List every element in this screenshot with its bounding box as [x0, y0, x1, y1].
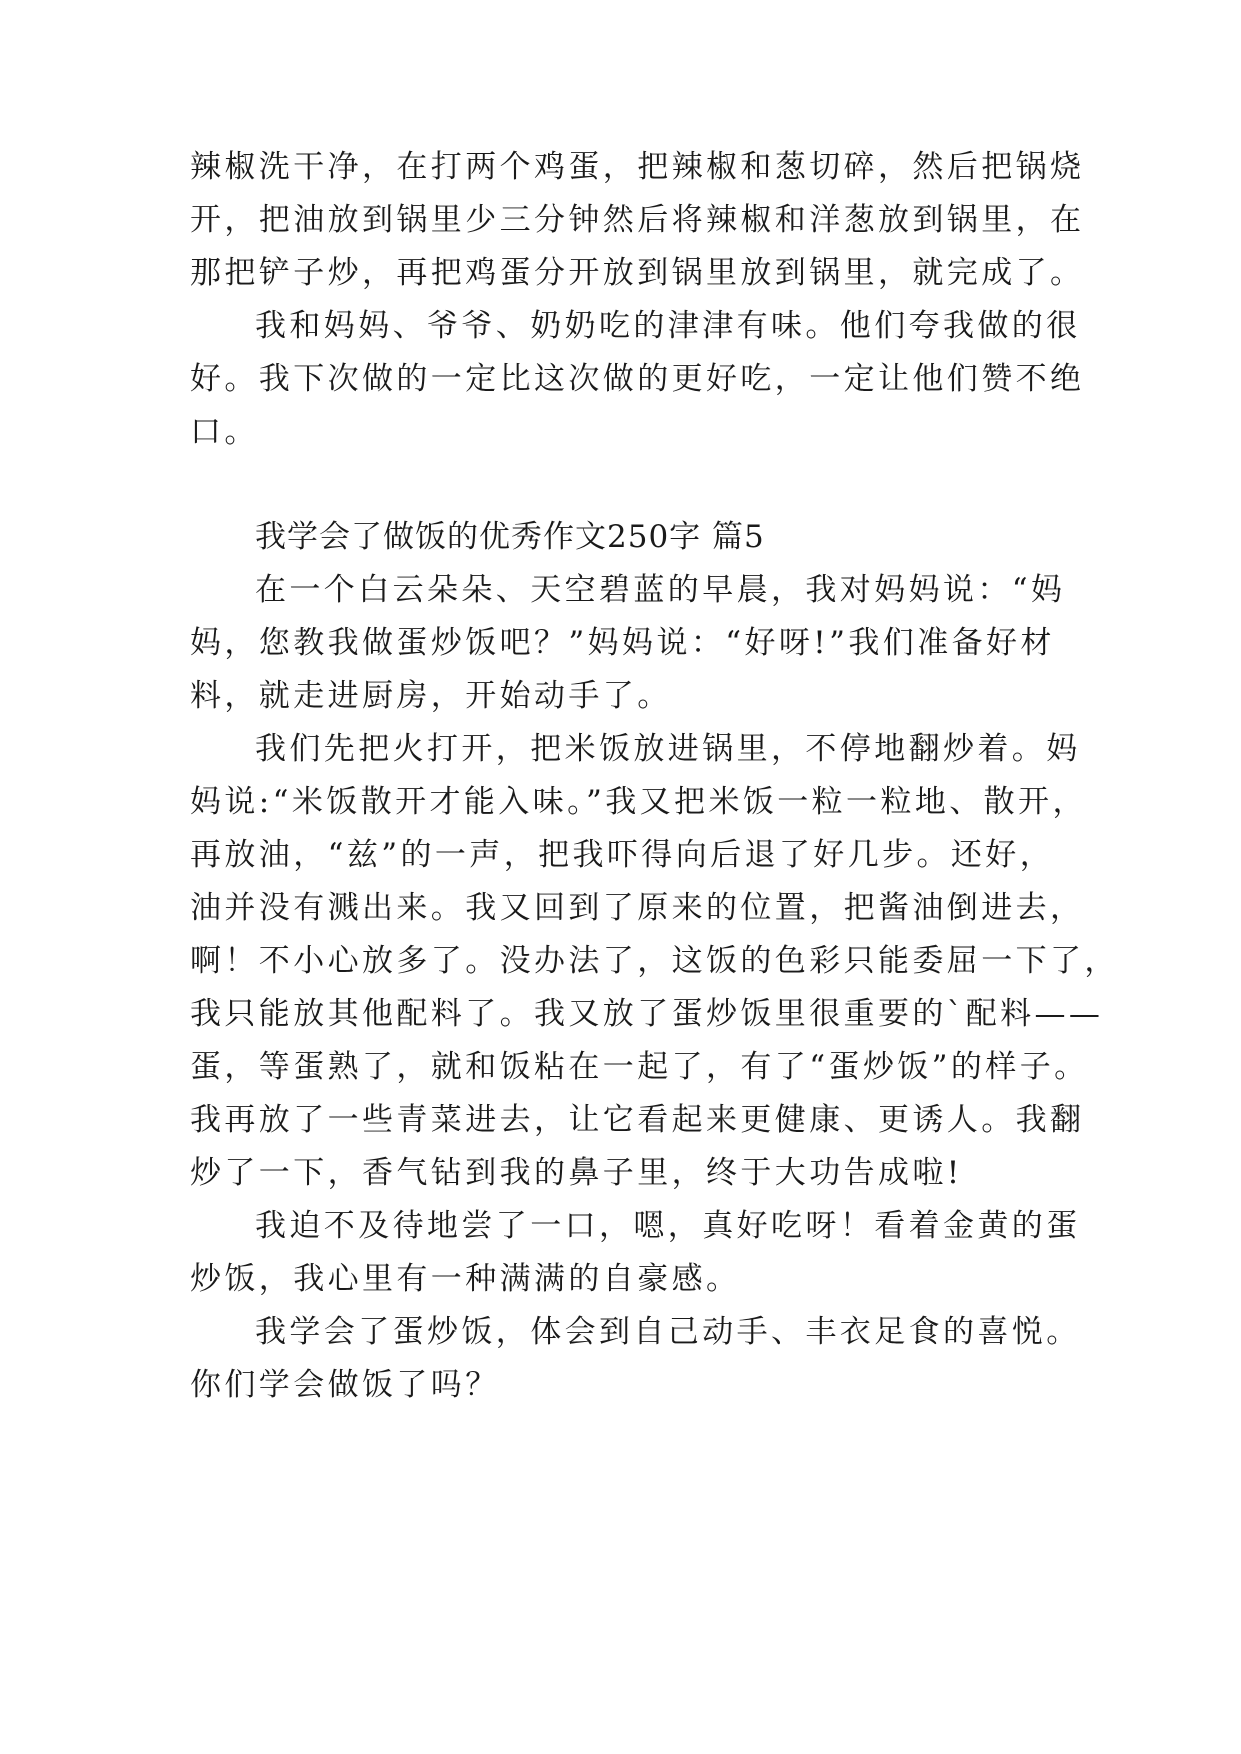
text-line: 好。我下次做的一定比这次做的更好吃，一定让他们赞不绝: [190, 361, 1085, 397]
text-line: 炒了一下，香气钻到我的鼻子里，终于大功告成啦!: [190, 1155, 963, 1191]
text-line: 再放油，“兹”的一声，把我吓得向后退了好几步。还好，: [190, 837, 1055, 873]
text-line: 妈说:“米饭散开才能入味。”我又把米饭一粒一粒地、散开，: [190, 784, 1087, 820]
text-line: 口。: [190, 414, 259, 450]
text-line: 油并没有溅出来。我又回到了原来的位置，把酱油倒进去，: [190, 890, 1085, 926]
text-line: 我只能放其他配料了。我又放了蛋炒饭里很重要的`配料——: [190, 996, 1104, 1032]
text-line: 我迫不及待地尝了一口，嗯，真好吃呀！看着金黄的蛋: [255, 1208, 1081, 1244]
article-title: 我学会了做饭的优秀作文250字 篇5: [255, 519, 765, 555]
text-line: 我再放了一些青菜进去，让它看起来更健康、更诱人。我翻: [190, 1102, 1085, 1138]
text-line: 你们学会做饭了吗？: [190, 1367, 500, 1403]
text-line: 那把铲子炒，再把鸡蛋分开放到锅里放到锅里，就完成了。: [190, 255, 1085, 291]
text-line: 炒饭，我心里有一种满满的自豪感。: [190, 1261, 741, 1297]
text-line: 蛋，等蛋熟了，就和饭粘在一起了，有了“蛋炒饭”的样子。: [190, 1049, 1089, 1085]
text-line: 我们先把火打开，把米饭放进锅里，不停地翻炒着。妈: [255, 731, 1081, 767]
text-line: 料，就走进厨房，开始动手了。: [190, 678, 672, 714]
text-line: 啊！不小心放多了。没办法了，这饭的色彩只能委屈一下了，: [190, 943, 1119, 979]
text-line: 我学会了蛋炒饭，体会到自己动手、丰衣足食的喜悦。: [255, 1314, 1081, 1350]
text-line: 在一个白云朵朵、天空碧蓝的早晨，我对妈妈说：“妈: [255, 572, 1066, 608]
text-line: 我和妈妈、爷爷、奶奶吃的津津有味。他们夸我做的很: [255, 308, 1081, 344]
text-line: 妈，您教我做蛋炒饭吧？”妈妈说：“好呀!”我们准备好材: [190, 625, 1055, 661]
text-line: 开，把油放到锅里少三分钟然后将辣椒和洋葱放到锅里，在: [190, 202, 1085, 238]
text-line: 辣椒洗干净，在打两个鸡蛋，把辣椒和葱切碎，然后把锅烧: [190, 149, 1085, 185]
